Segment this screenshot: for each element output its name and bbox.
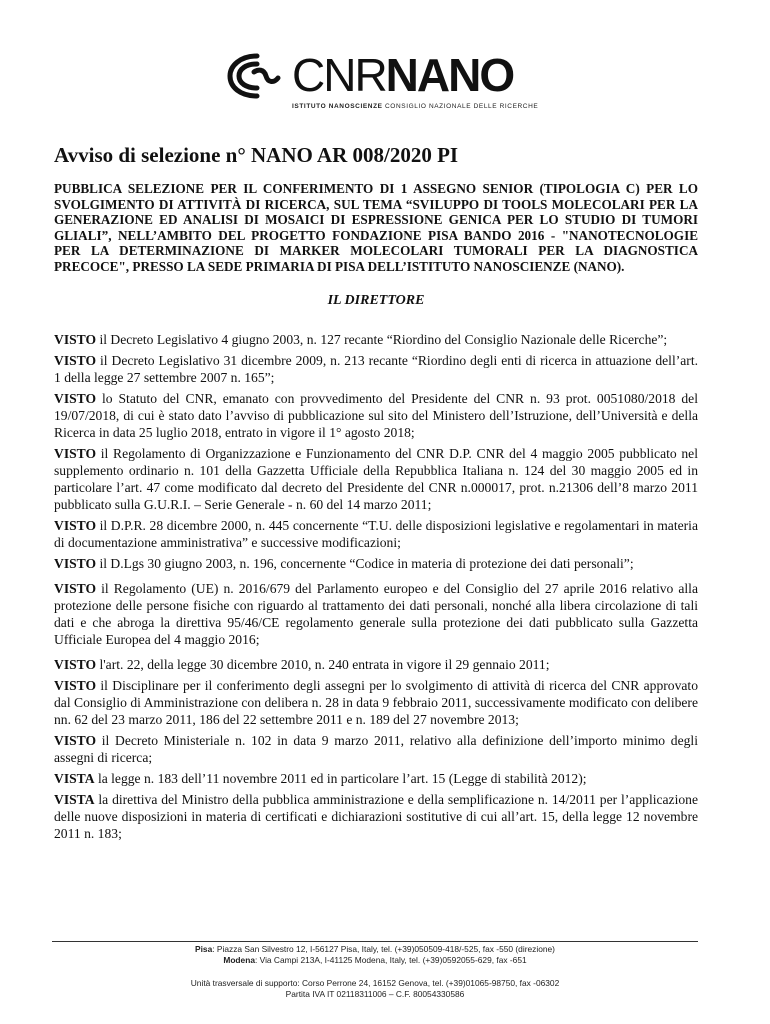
recital-keyword: VISTA bbox=[54, 791, 95, 807]
recital-item bbox=[54, 656, 698, 673]
recital-item bbox=[54, 517, 698, 551]
footer-vat: Partita IVA IT 02118311006 – C.F. 80054330586 bbox=[285, 989, 465, 999]
cnr-nano-logo bbox=[0, 44, 770, 124]
footer-modena-label: Modena bbox=[223, 955, 255, 965]
recital-keyword: VISTO bbox=[54, 732, 97, 748]
footer-pisa-address bbox=[52, 944, 698, 955]
logo-sub-council: CONSIGLIO NAZIONALE DELLE RICERCHE bbox=[382, 103, 539, 110]
logo-subtitle bbox=[292, 103, 538, 110]
logo-nano: NANO bbox=[385, 49, 514, 101]
recital-text: il Regolamento (UE) n. 2016/679 del Parlamento europeo e del Consiglio del 27 aprile 2016 relativo alla protezione delle persone fisiche con riguardo al trattamento dei dati personali, nonché alla libera circolazione di tali dati e che abroga la direttiva 95/46/CE regolamento generale sulla protezione dei dati pubblicato sulla Gazzetta Ufficiale Europea del 4 maggio 2016; bbox=[54, 580, 698, 647]
recital-text: la legge n. 183 dell’11 novembre 2011 ed in particolare l’art. 15 (Legge di stabilità 2012); bbox=[94, 770, 587, 786]
recital-text: il D.P.R. 28 dicembre 2000, n. 445 concernente “T.U. delle disposizioni legislative e regolamentari in materia di documentazione amministrativa” e successive modificazioni; bbox=[54, 517, 698, 550]
document-subject: PUBBLICA SELEZIONE PER IL CONFERIMENTO DI 1 ASSEGNO SENIOR (TIPOLOGIA C) PER LO SVOLGIMENTO DI ATTIVITÀ DI RICERCA, SUL TEMA “SVILUPPO DI TOOLS MOLECOLARI PER LA GENERAZIONE ED ANALISI DI MOSAICI DI ESPRESSIONE GENICA PER LO STUDIO DI TUMORI GLIALI”, NELL’AMBITO DEL PROGETTO FONDAZIONE PISA BANDO 2016 - "NANOTECNOLOGIE PER LA DETERMINAZIONE DI MARKER MOLECOLARI TUMORALI PER LA DIAGNOSTICA PRECOCE", PRESSO LA SEDE PRIMARIA DI PISA DELL’ISTITUTO NANOSCIENZE (NANO). bbox=[54, 181, 698, 274]
footer-genova-address: Unità trasversale di supporto: Corso Perrone 24, 16152 Genova, tel. (+39)01065-98750, fax -06302 bbox=[190, 978, 560, 988]
recital-item bbox=[54, 770, 698, 787]
recital-text: la direttiva del Ministro della pubblica amministrazione e della semplificazione n. 14/2011 per l’applicazione delle nuove disposizioni in materia di certificati e dichiarazioni sostitutive di cui all’art. 15, della legge 12 novembre 2011 n. 183; bbox=[54, 791, 698, 841]
recital-keyword: VISTO bbox=[54, 331, 97, 347]
logo-wordmark bbox=[292, 49, 514, 101]
recital-item bbox=[54, 555, 698, 572]
recital-text: il Decreto Legislativo 31 dicembre 2009, n. 213 recante “Riordino degli enti di ricerca in attuazione dell’art. 1 della legge 27 settembre 2007 n. 165”; bbox=[54, 352, 698, 385]
page-footer bbox=[52, 944, 698, 1000]
recital-text: il Decreto Ministeriale n. 102 in data 9 marzo 2011, relativo alla definizione dell’importo minimo degli assegni di ricerca; bbox=[54, 732, 698, 765]
director-heading: IL DIRETTORE bbox=[327, 292, 425, 308]
footer-modena-address bbox=[52, 955, 698, 966]
document-title: Avviso di selezione n° NANO AR 008/2020 PI bbox=[54, 143, 459, 167]
recital-keyword: VISTO bbox=[54, 445, 97, 461]
recital-item bbox=[54, 677, 698, 728]
recital-keyword: VISTA bbox=[54, 770, 95, 786]
recital-text: il D.Lgs 30 giugno 2003, n. 196, concernente “Codice in materia di protezione dei dati personali”; bbox=[96, 555, 634, 571]
recital-item bbox=[54, 390, 698, 441]
recital-keyword: VISTO bbox=[54, 580, 97, 596]
recital-item bbox=[54, 352, 698, 386]
recital-item bbox=[54, 331, 698, 348]
recital-text: il Disciplinare per il conferimento degli assegni per lo svolgimento di attività di ricerca del CNR approvato dal Consiglio di Amministrazione con delibera n. 28 in data 9 febbraio 2011, successivamente modificato con delibere nn. 62 del 23 marzo 2011, 186 del 22 settembre 2011 e n. 189 del 27 novembre 2013; bbox=[54, 677, 698, 727]
footer-pisa-text: : Piazza San Silvestro 12, I-56127 Pisa, Italy, tel. (+39)050509-418/-525, fax -550 (direzione) bbox=[212, 944, 555, 954]
footer-pisa-label: Pisa bbox=[195, 944, 213, 954]
footer-modena-text: : Via Campi 213A, I-41125 Modena, Italy, tel. (+39)0592055-629, fax -651 bbox=[254, 955, 527, 965]
cnr-swirl-logo-icon bbox=[226, 52, 288, 100]
document-body bbox=[54, 143, 698, 846]
recitals-list bbox=[54, 331, 698, 842]
recital-item bbox=[54, 732, 698, 766]
recital-keyword: VISTO bbox=[54, 517, 97, 533]
recital-text: l'art. 22, della legge 30 dicembre 2010, n. 240 entrata in vigore il 29 gennaio 2011; bbox=[96, 656, 550, 672]
recital-text: il Regolamento di Organizzazione e Funzionamento del CNR D.P. CNR del 4 maggio 2005 pubblicato nel supplemento ordinario n. 101 della Gazzetta Ufficiale della Repubblica Italiana n. 124 del 30 maggio 2005 ed in particolare l’art. 47 come modificato dal decreto del Presidente del CNR n.000017, prot. n.21306 dell’8 marzo 2011 pubblicato sulla G.U.R.I. – Serie Generale - n. 60 del 14 marzo 2011; bbox=[54, 445, 698, 512]
footer-divider bbox=[52, 941, 698, 942]
recital-text: il Decreto Legislativo 4 giugno 2003, n. 127 recante “Riordino del Consiglio Nazionale delle Ricerche”; bbox=[96, 331, 668, 347]
recital-text: lo Statuto del CNR, emanato con provvedimento del Presidente del CNR n. 93 prot. 0051080/2018 del 19/07/2018, di cui è stato dato l’avviso di pubblicazione sul sito del Ministero dell’Istruzione, dell’Università e della Ricerca in data 25 luglio 2018, entrato in vigore il 1° agosto 2018; bbox=[54, 390, 698, 440]
recital-keyword: VISTO bbox=[54, 555, 97, 571]
recital-item bbox=[54, 445, 698, 513]
recital-item bbox=[54, 580, 698, 648]
recital-keyword: VISTO bbox=[54, 352, 97, 368]
logo-cnr: CNR bbox=[292, 49, 386, 101]
recital-keyword: VISTO bbox=[54, 390, 97, 406]
recital-keyword: VISTO bbox=[54, 656, 97, 672]
recital-keyword: VISTO bbox=[54, 677, 97, 693]
recital-item bbox=[54, 791, 698, 842]
logo-sub-institute: ISTITUTO NANOSCIENZE bbox=[292, 103, 383, 110]
